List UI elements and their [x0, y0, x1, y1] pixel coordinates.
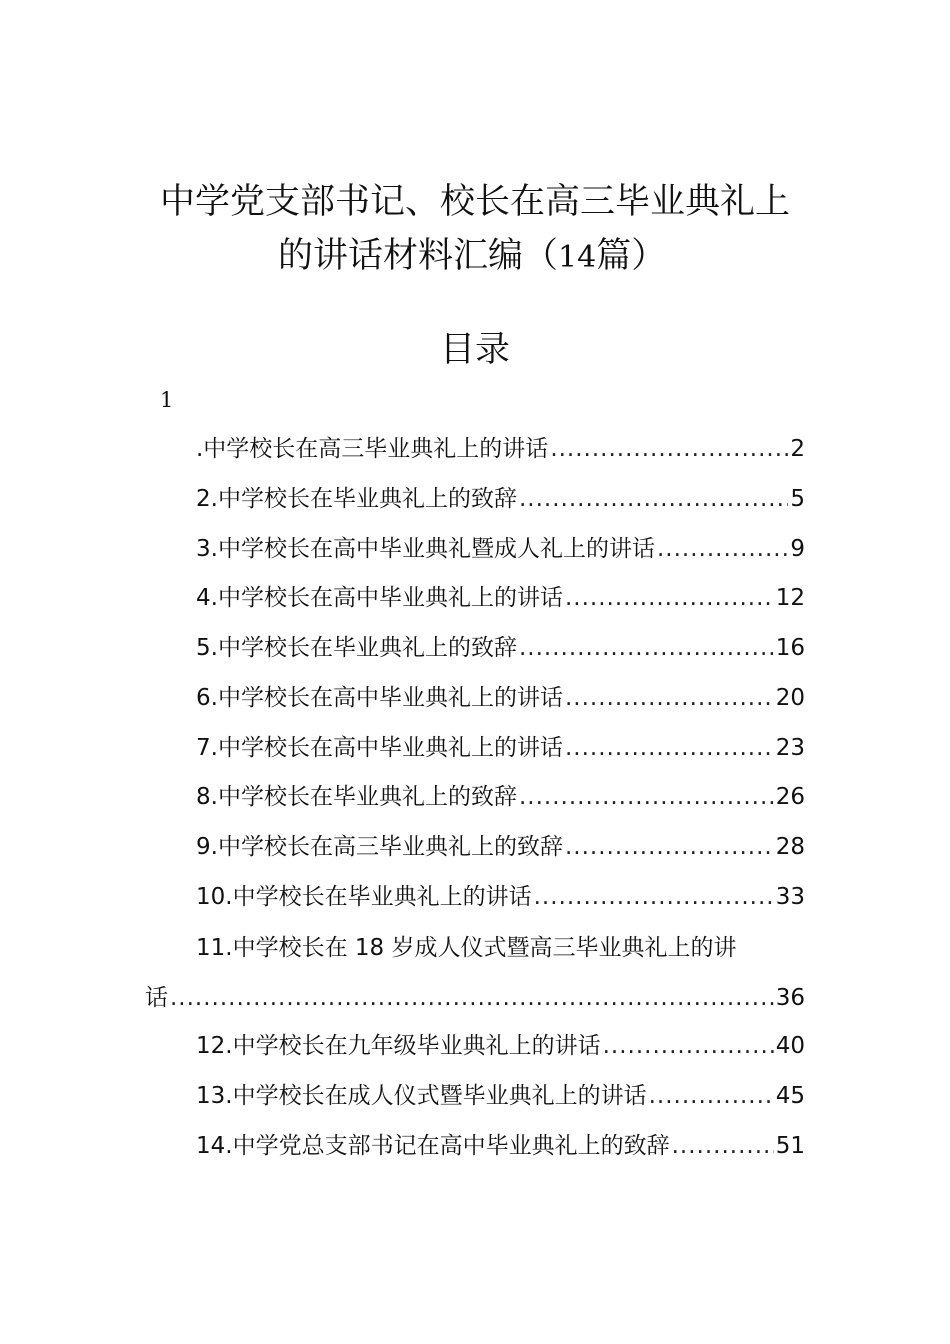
toc-entry-label: 14.中学党总支部书记在高中毕业典礼上的致辞 — [196, 1133, 670, 1159]
toc-leader-dots — [519, 630, 774, 666]
toc-entry-page: 9 — [790, 536, 805, 562]
toc-entry-page: 40 — [775, 1033, 805, 1059]
toc-entry-label: 6.中学校长在高中毕业典礼上的讲话 — [196, 685, 563, 711]
toc-entry-3[interactable] — [196, 531, 805, 567]
toc-entry-2[interactable] — [196, 481, 805, 517]
toc-leader-dots — [565, 730, 774, 766]
toc-entry-label: 话 — [145, 985, 168, 1011]
toc-leader-dots — [565, 580, 774, 616]
toc-entry-13[interactable] — [196, 1078, 805, 1114]
toc-entry-7[interactable] — [196, 730, 805, 766]
toc-entry-11-line-1[interactable]: 11.中学校长在 18 岁成人仪式暨高三毕业典礼上的讲 — [196, 935, 737, 961]
toc-entry-12[interactable] — [196, 1028, 805, 1064]
title-line-2-suffix: 篇） — [596, 236, 667, 276]
toc-entry-label: 4.中学校长在高中毕业典礼上的讲话 — [196, 585, 563, 611]
toc-entry-label: 2.中学校长在毕业典礼上的致辞 — [196, 486, 517, 512]
toc-leader-dots — [170, 980, 774, 1016]
toc-entry-label: .中学校长在高三毕业典礼上的讲话 — [196, 436, 549, 462]
toc-entry-label: 13.中学校长在成人仪式暨毕业典礼上的讲话 — [196, 1083, 647, 1109]
toc-entry-11-line-2[interactable] — [145, 980, 805, 1016]
toc-leader-dots — [519, 779, 774, 815]
toc-entry-page: 2 — [790, 436, 805, 462]
toc-leader-dots — [603, 1028, 774, 1064]
toc-entry-label: 8.中学校长在毕业典礼上的致辞 — [196, 784, 517, 810]
toc-entry-label: 9.中学校长在高三毕业典礼上的致辞 — [196, 834, 563, 860]
toc-entry-1[interactable] — [196, 431, 805, 467]
toc-entry-9[interactable] — [196, 829, 805, 865]
toc-entry-page: 28 — [775, 834, 805, 860]
toc-leader-dots — [565, 680, 774, 716]
toc-entry-10[interactable] — [196, 879, 805, 915]
title-article-count: 14 — [558, 240, 597, 275]
toc-entry-page: 20 — [775, 685, 805, 711]
toc-leader-dots — [534, 879, 774, 915]
toc-entry-6[interactable] — [196, 680, 805, 716]
toc-entry-page: 16 — [775, 635, 805, 661]
toc-leader-dots — [550, 431, 788, 467]
toc-entry-14[interactable] — [196, 1128, 805, 1164]
toc-leader-dots — [657, 531, 788, 567]
toc-entry-page: 23 — [775, 735, 805, 761]
toc-entry-label: 5.中学校长在毕业典礼上的致辞 — [196, 635, 517, 661]
toc-entry-page: 51 — [775, 1133, 805, 1159]
toc-leader-dots — [649, 1078, 774, 1114]
title-line-2 — [278, 232, 666, 282]
toc-entry-label: 3.中学校长在高中毕业典礼暨成人礼上的讲话 — [196, 536, 655, 562]
toc-entry-page: 36 — [775, 985, 805, 1011]
toc-entry-label: 12.中学校长在九年级毕业典礼上的讲话 — [196, 1033, 601, 1059]
toc-entry-page: 12 — [775, 585, 805, 611]
toc-leader-dots — [519, 481, 788, 517]
toc-entry-5[interactable] — [196, 630, 805, 666]
toc-entry-page: 26 — [775, 784, 805, 810]
title-line-1: 中学党支部书记、校长在高三毕业典礼上 — [160, 182, 791, 222]
stray-number: 1 — [160, 388, 174, 412]
title-line-2-prefix: 的讲话材料汇编（ — [278, 236, 559, 276]
toc-entry-page: 5 — [790, 486, 805, 512]
toc-entry-page: 33 — [775, 884, 805, 910]
toc-entry-page: 45 — [775, 1083, 805, 1109]
toc-entry-8[interactable] — [196, 779, 805, 815]
toc-leader-dots — [672, 1128, 774, 1164]
toc-leader-dots — [565, 829, 774, 865]
toc-entry-4[interactable] — [196, 580, 805, 616]
toc-entry-label: 7.中学校长在高中毕业典礼上的讲话 — [196, 735, 563, 761]
toc-entry-label: 10.中学校长在毕业典礼上的讲话 — [196, 884, 532, 910]
toc-heading: 目录 — [439, 330, 510, 370]
